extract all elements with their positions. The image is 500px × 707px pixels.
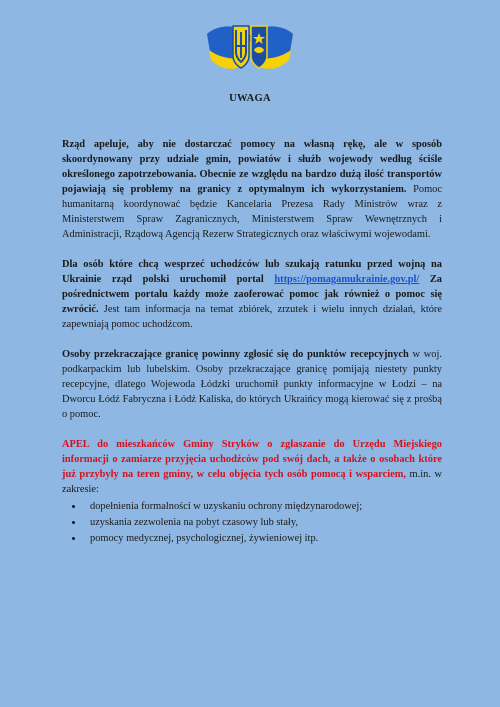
paragraph-government-appeal xyxy=(62,137,442,242)
appeal-normal-text: Pomoc humanitarną koordynować będzie Kancelaria Prezesa Rady Ministrów wraz z Ministerstwem Spraw Zagranicznych, Ministerstwem Spraw Wewnętrznych i Administracji, Rządową Agencją Rezerw Strategicznych oraz właściwymi wojewodami. xyxy=(62,184,442,240)
apel-red-text: APEL do mieszkańców Gminy Stryków o zgłaszanie do Urzędu Miejskiego informacji o zamiarze przyjęcia uchodźców pod swój dach, a także o osobach które już przybyły na teren gminy, w celu objęcia tych osób pomocą i wsparciem, xyxy=(62,439,442,480)
document-body xyxy=(62,137,442,547)
help-scope-list xyxy=(62,499,442,547)
paragraph-border-crossing xyxy=(62,347,442,422)
appeal-bold-text: Rząd apeluje, aby nie dostarczać pomocy na własną rękę, ale w sposób skoordynowany przy udziale gmin, powiatów i służb wojewody według ściśle określonego zapotrzebowania. Obecnie ze względu na bardzo dużą ilość transportów pojawiają się problemy na granicy z optymalnym ich wykorzystaniem. xyxy=(62,139,442,195)
list-item: • dopełnienia formalności w uzyskaniu ochrony międzynarodowej; xyxy=(84,499,442,515)
list-item: • uzyskania zezwolenia na pobyt czasowy lub stały, xyxy=(84,515,442,531)
list-item: • pomocy medycznej, psychologicznej, żywieniowej itp. xyxy=(84,531,442,547)
portal-normal-text: Jest tam informacja na temat zbiórek, zrzutek i wielu innych działań, które zapewniają pomoc uchodźcom. xyxy=(62,304,442,330)
portal-link[interactable]: https://pomagamukrainie.gov.pl/ xyxy=(274,274,420,285)
page-title: UWAGA xyxy=(229,93,271,104)
portal-bold-text-2: Za pośrednictwem portalu każdy może zaoferować pomoc jak również o pomoc się zwrócić. xyxy=(62,274,442,315)
border-bold-text: Osoby przekraczające granicę powinny zgłosić się do punktów recepcyjnych xyxy=(62,349,409,360)
apel-normal-text: m.in. w zakresie: xyxy=(62,469,443,495)
portal-bold-text: Dla osób które chcą wesprzeć uchodźców lub szukają ratunku przed wojną na Ukrainie rząd polski uruchomił portal xyxy=(62,259,442,285)
paragraph-portal xyxy=(62,257,442,332)
handshake-ukraine-poland-emblem-icon xyxy=(205,6,295,88)
paragraph-apel xyxy=(62,437,442,497)
border-normal-text: w woj. podkarpackim lub lubelskim. Osoby przekraczające granicę pomijają niestety punkty recepcyjne, dlatego Wojewoda Łódzki uruchomił punkty informacyjne w Łodzi – na Dworcu Łódź Fabryczna i Łódź Kaliska, do których Ukraińcy mogą kierować się z prośbą o pomoc. xyxy=(62,349,442,420)
